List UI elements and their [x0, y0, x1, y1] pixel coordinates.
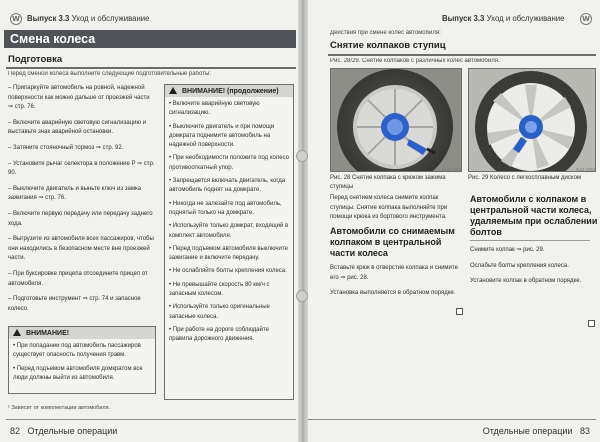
- right-subsection-rule: [328, 54, 596, 56]
- paragraph: • Включите аварийную световую сигнализацию.: [169, 101, 260, 117]
- warning-box-continued: [164, 84, 294, 400]
- footnote: ¹ Зависит от комплектации автомобиля.: [8, 405, 111, 411]
- paragraph: • Не ослабляйте болты крепления колеса.: [169, 268, 287, 275]
- left-page-number: 82: [10, 426, 21, 436]
- subsection-title: Подготовка: [8, 54, 63, 65]
- left-footer-title: Отдельные операции: [27, 426, 118, 436]
- paragraph: Ослабьте болты крепления колеса.: [470, 262, 569, 269]
- paragraph: – Припаркуйте автомобиль на ровной, надежной поверхности как можно дальше от проезжей части ⇒ стр. 76.: [8, 85, 150, 111]
- warning-triangle-icon: [169, 87, 177, 94]
- paragraph: – Включите аварийную световую сигнализацию и выставьте знак аварийной остановки.: [8, 119, 146, 136]
- warning-continued-body: [165, 97, 293, 352]
- paragraph: • Используйте только оригинальные запасные колеса.: [169, 304, 270, 320]
- right-footer-rule: [306, 419, 596, 420]
- warning-continued-header: [165, 85, 293, 97]
- paragraph: • Выключите двигатель и при помощи домкрата поднимите автомобиль на надежной поверхности.: [169, 123, 275, 149]
- paragraph: • Запрещается включать двигатель, когда автомобиль поднят на домкрате.: [169, 178, 286, 194]
- right-right-subhead: Автомобили с колпаком в центральной части колеса, удаляемым при ослаблении болтов: [470, 194, 598, 237]
- left-column-steps: [8, 84, 156, 320]
- paragraph: • Не превышайте скорость 80 км/ч с запасным колесом.: [169, 281, 270, 298]
- paragraph: – При буксировке прицепа отсоедините прицеп от автомобиля.: [8, 270, 148, 287]
- warning-continued-title: ВНИМАНИЕ! (продолжение): [181, 88, 279, 95]
- right-intro: Действия при смене колес автомобиля:: [330, 30, 441, 36]
- right-header-title: Уход и обслуживание: [486, 14, 565, 23]
- warning-triangle-icon: [13, 329, 21, 336]
- paragraph: • Используйте только домкрат, входящий в комплект автомобиля.: [169, 223, 289, 239]
- volkswagen-logo-icon: W: [10, 13, 22, 25]
- subhead-rule: [470, 240, 590, 241]
- paragraph: • Никогда не залезайте под автомобиль, поднятый только на домкрате.: [169, 200, 282, 216]
- paragraph: – Включите первую передачу или передачу заднего хода.: [8, 210, 153, 227]
- paragraph: Установка выполняется в обратном порядке.: [330, 290, 456, 297]
- left-footer-rule: [6, 419, 296, 420]
- left-header-title: Уход и обслуживание: [71, 14, 150, 23]
- right-subsection-title: Снятие колпаков ступиц: [330, 40, 446, 51]
- right-page-number: 83: [579, 426, 590, 436]
- right-footer-title: Отдельные операции: [482, 426, 573, 436]
- right-page: [302, 0, 600, 442]
- figure-29-caption-text: Рис. 29 Колесо с легкосплавным диском: [468, 175, 582, 181]
- right-left-steps: [330, 264, 464, 305]
- left-header-section: Выпуск 3.3: [27, 14, 70, 23]
- left-footer: [10, 426, 117, 436]
- wheel-hubcap-photo: [331, 69, 462, 172]
- figure-28-photo: [330, 68, 462, 172]
- right-subsection-lead: Рис. 28/29. Снятие колпаков с различных колес автомобиля.: [330, 58, 500, 64]
- paragraph: • Перед подъемом автомобиля домкратом все люди должны выйти из автомобиля.: [13, 365, 143, 381]
- paragraph: – Подготовьте инструмент ⇒ стр. 74 и запасное колесо.: [8, 296, 141, 312]
- binder-hole: [296, 290, 308, 302]
- right-left-subhead: Автомобили со снимаемым колпаком в центральной части колеса: [330, 226, 455, 258]
- warning-header: [9, 327, 155, 339]
- paragraph: Снимите колпак ⇒ рис. 29.: [470, 247, 545, 253]
- paragraph: Установите колпак в обратном порядке.: [470, 278, 582, 285]
- warning-box: [8, 326, 156, 394]
- subsection-lead: Перед сменой колеса выполните следующие подготовительные работы:: [8, 71, 211, 77]
- figure-28-code: B3Z-0000: [442, 167, 462, 172]
- right-left-column-text: Перед снятием колеса снимите колпак ступицы. Снятие колпака выполняйте при помощи крюка из бортового инструмента.: [330, 195, 448, 221]
- figure-29-caption: [468, 167, 596, 183]
- paragraph: – Выгрузите из автомобиля всех пассажиров, чтобы они находились в безопасном месте вне проезжей части.: [8, 236, 154, 262]
- paragraph: • Перед подъемом автомобиля выключите зажигание и включите передачу.: [169, 245, 288, 262]
- figure-29-photo: [468, 68, 596, 172]
- warning-title: ВНИМАНИЕ!: [25, 330, 70, 337]
- checkbox-icon: [456, 308, 463, 315]
- paragraph: • При попадании под автомобиль пассажиров существует опасность получения травм.: [13, 343, 141, 359]
- paragraph: • При работе на дороге соблюдайте правила дорожного движения.: [169, 326, 269, 343]
- subsection-rule: [6, 67, 296, 69]
- right-right-steps: [470, 246, 594, 293]
- right-header-section: Выпуск 3.3: [442, 14, 485, 23]
- right-header: [442, 14, 565, 23]
- left-header: [27, 14, 150, 23]
- paragraph: – Выключите двигатель и выньте ключ из замка зажигания ⇒ стр. 76.: [8, 185, 142, 202]
- binder-hole: [296, 150, 308, 162]
- section-title: Смена колеса: [10, 32, 96, 46]
- paragraph: – Установите рычаг селектора в положение P ⇒ стр. 90.: [8, 160, 155, 177]
- right-footer: [483, 426, 590, 436]
- paragraph: Вставьте крюк в отверстие колпака и снимите его ⇒ рис. 28.: [330, 265, 458, 281]
- alloy-wheel-photo: [469, 69, 596, 172]
- warning-body: [9, 339, 155, 390]
- paragraph: – Затяните стояночный тормоз ⇒ стр. 92.: [8, 144, 124, 151]
- paragraph: • При необходимости положите под колесо противооткатный упор.: [169, 155, 289, 171]
- book-spine: [298, 0, 308, 442]
- figure-28-caption-text: Рис. 28 Снятие колпака с крюком зажима ступицы: [330, 175, 446, 190]
- figure-28-caption: [330, 167, 462, 192]
- checkbox-icon: [588, 320, 595, 327]
- figure-29-code: B3Z-0001: [576, 167, 596, 172]
- volkswagen-logo-icon: W: [580, 13, 592, 25]
